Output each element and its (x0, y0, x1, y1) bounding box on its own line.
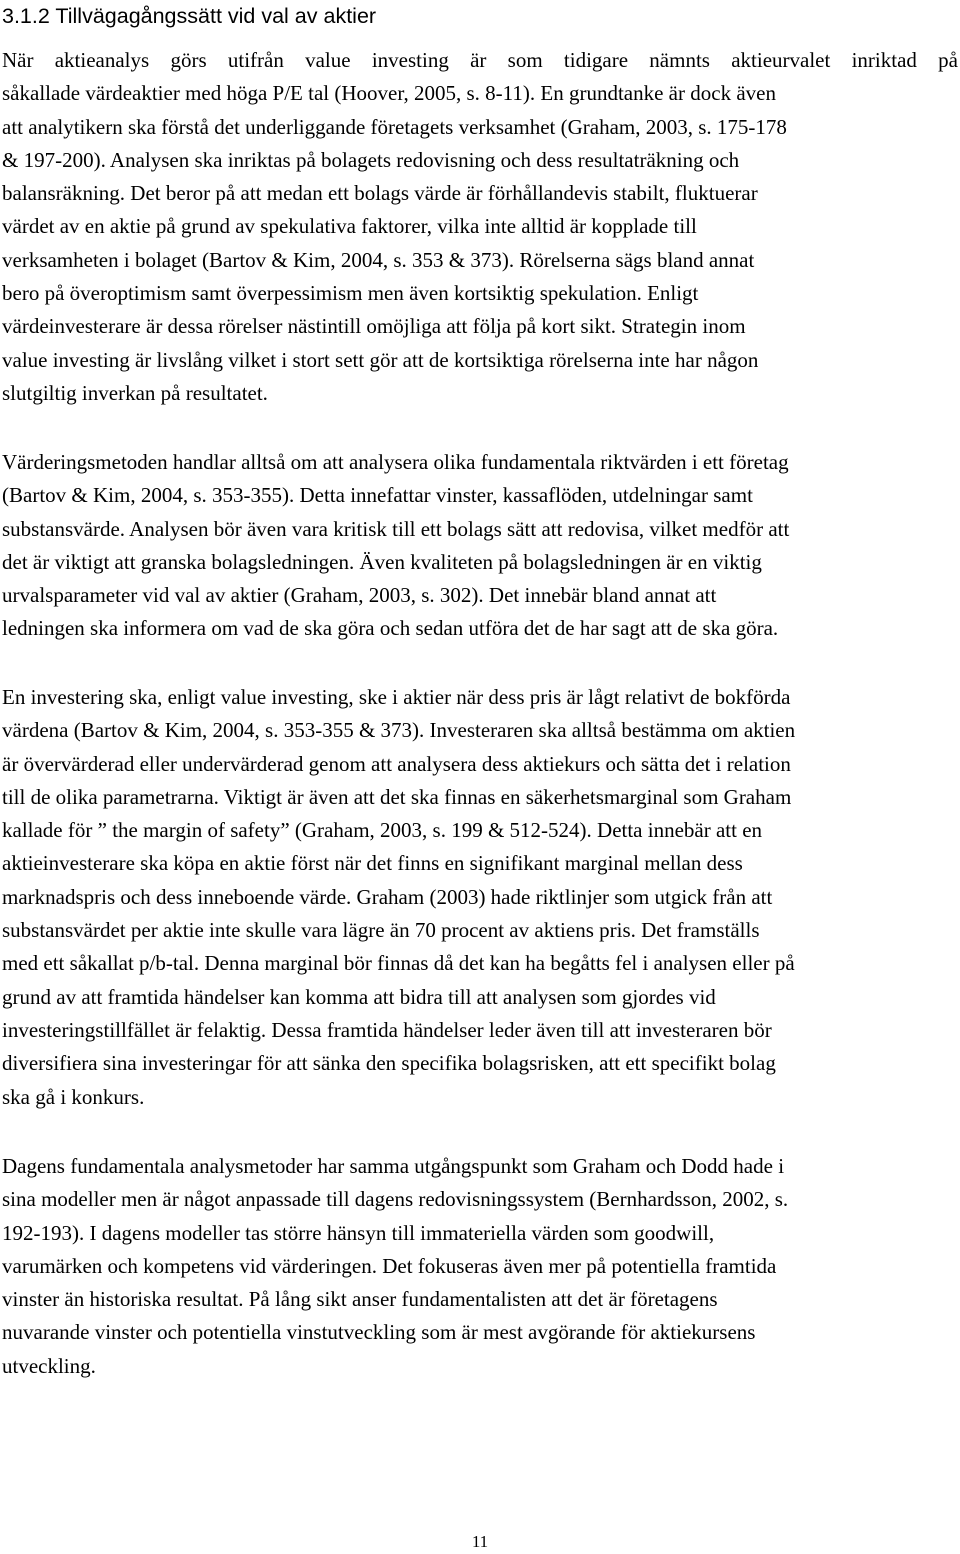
paragraph-modern-analysis (2, 1150, 960, 1383)
text-line: & 197-200). Analysen ska inriktas på bolagets redovisning och dess resultaträkning och (2, 147, 740, 172)
text-line: ledningen ska informera om vad de ska göra och sedan utföra det de har sagt att de ska göra. (2, 616, 779, 641)
section-heading: 3.1.2 Tillvägagångssätt vid val av aktier (2, 4, 377, 28)
paragraph-value-investing-selection (2, 44, 960, 410)
text-line: ska gå i konkurs. (2, 1084, 145, 1109)
text-line: slutgiltig inverkan på resultatet. (2, 380, 268, 405)
page-number: 11 (471, 1532, 489, 1551)
text-line: vinster än historiska resultat. På lång sikt anser fundamentalisten att det är företagens (2, 1287, 718, 1312)
text-line: att analytikern ska förstå det underliggande företagets verksamhet (Graham, 2003, s. 175-178 (2, 114, 787, 139)
text-line: (Bartov & Kim, 2004, s. 353-355). Detta innefattar vinster, kassaflöden, utdelningar samt (2, 483, 753, 508)
text-line: 192-193). I dagens modeller tas större hänsyn till immateriella värden som goodwill, (2, 1220, 715, 1245)
text-line: investeringstillfället är felaktig. Dessa framtida händelser leder även till att investeraren bör (2, 1017, 772, 1042)
paragraph-valuation-method (2, 446, 960, 646)
text-line: med ett såkallat p/b-tal. Denna marginal bör finnas då det kan ha begåtts fel i analysen eller på (2, 951, 795, 976)
text-line: nuvarande vinster och potentiella vinstutveckling som är mest avgörande för aktiekursens (2, 1320, 756, 1345)
text-line: När aktieanalys görs utifrån value investing är som tidigare nämnts aktieurvalet inriktad på (2, 48, 958, 72)
paragraph-margin-of-safety (2, 681, 960, 1114)
text-line: till de olika parametrarna. Viktigt är även att det ska finnas en säkerhetsmarginal som Graham (2, 784, 792, 809)
text-line: varumärken och kompetens vid värderingen. Det fokuseras även mer på potentiella framtida (2, 1253, 777, 1278)
text-line: En investering ska, enligt value investing, ske i aktier när dess pris är lågt relativt de bokförda (2, 685, 791, 709)
text-line: marknadspris och dess inneboende värde. Graham (2003) hade riktlinjer som utgick från att (2, 884, 773, 909)
text-line: Värderingsmetoden handlar alltså om att analysera olika fundamentala riktvärden i ett företag (2, 450, 789, 474)
text-line: är övervärderad eller undervärderad genom att analysera dess aktiekurs och sätta det i relation (2, 751, 791, 776)
text-line: grund av att framtida händelser kan komma att bidra till att analysen som gjordes vid (2, 984, 716, 1009)
text-line: utveckling. (2, 1353, 96, 1378)
text-line: sina modeller men är något anpassade till dagens redovisningssystem (Bernhardsson, 2002, s. (2, 1187, 789, 1212)
text-line: värdet av en aktie på grund av spekulativa faktorer, vilka inte alltid är kopplade till (2, 214, 697, 239)
text-line: Dagens fundamentala analysmetoder har samma utgångspunkt som Graham och Dodd hade i (2, 1154, 785, 1178)
text-line: aktieinvesterare ska köpa en aktie först när det finns en signifikant marginal mellan dess (2, 851, 743, 876)
text-line: värdena (Bartov & Kim, 2004, s. 353-355 & 373). Investeraren ska alltså bestämma om aktien (2, 718, 796, 743)
text-line: urvalsparameter vid val av aktier (Graham, 2003, s. 302). Det innebär bland annat att (2, 583, 717, 608)
text-line: substansvärdet per aktie inte skulle vara lägre än 70 procent av aktiens pris. Det framställs (2, 918, 760, 943)
text-line: value investing är livslång vilket i stort sett gör att de kortsiktiga rörelserna inte har någon (2, 347, 759, 372)
text-line: diversifiera sina investeringar för att sänka den specifika bolagsrisken, att ett specifikt bolag (2, 1051, 776, 1076)
text-line: balansräkning. Det beror på att medan ett bolags värde är förhållandevis stabilt, fluktuerar (2, 181, 758, 206)
text-line: verksamheten i bolaget (Bartov & Kim, 2004, s. 353 & 373). Rörelserna sägs bland annat (2, 247, 755, 272)
text-line: kallade för ” the margin of safety” (Graham, 2003, s. 199 & 512-524). Detta innebär att en (2, 818, 763, 843)
text-line: bero på överoptimism samt överpessimism men även kortsiktig spekulation. Enligt (2, 281, 699, 306)
text-line: värdeinvesterare är dessa rörelser nästintill omöjliga att följa på kort sikt. Strategin inom (2, 314, 746, 339)
text-line: substansvärde. Analysen bör även vara kritisk till ett bolags sätt att redovisa, vilket medför att (2, 516, 790, 541)
text-line: det är viktigt att granska bolagsledningen. Även kvaliteten på bolagsledningen är en viktig (2, 549, 762, 574)
text-line: såkallade värdeaktier med höga P/E tal (Hoover, 2005, s. 8-11). En grundtanke är dock även (2, 81, 776, 106)
